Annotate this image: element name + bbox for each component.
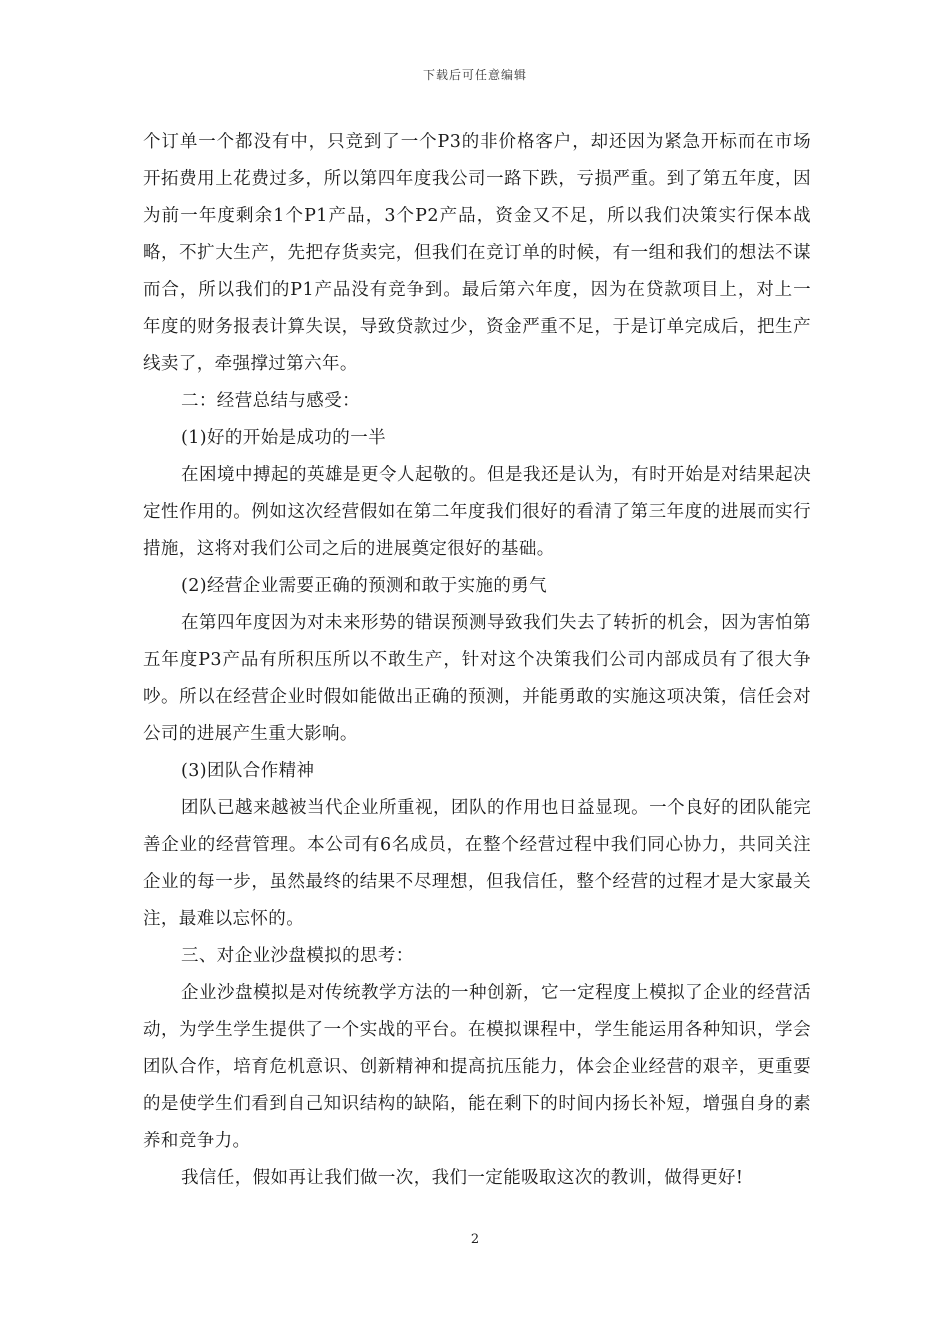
subheading-3: (3)团队合作精神 [181, 761, 315, 781]
section-heading-3: 三、对企业沙盘模拟的思考： [181, 946, 414, 966]
section-heading-2: 二：经营总结与感受： [181, 391, 360, 411]
subheading-1: (1)好的开始是成功的一半 [181, 428, 386, 448]
paragraph: 团队已越来越被当代企业所重视，团队的作用也日益显现。一个良好的团队能完善企业的经营管理。本公司有6名成员，在整个经营过程中我们同心协力，共同关注企业的每一步，虽然最终的结果不尽理想，但我信任，整个经营的过程才是大家最关注，最难以忘怀的。 [143, 798, 811, 929]
paragraph: 在第四年度因为对未来形势的错误预测导致我们失去了转折的机会，因为害怕第五年度P3产品有所积压所以不敢生产，针对这个决策我们公司内部成员有了很大争吵。所以在经营企业时假如能做出正确的预测，并能勇敢的实施这项决策，信任会对公司的进展产生重大影响。 [143, 613, 811, 744]
closing-paragraph: 我信任，假如再让我们做一次，我们一定能吸取这次的教训，做得更好! [181, 1168, 744, 1188]
paragraph: 企业沙盘模拟是对传统教学方法的一种创新，它一定程度上模拟了企业的经营活动，为学生学生提供了一个实战的平台。在模拟课程中，学生能运用各种知识，学会团队合作，培育危机意识、创新精神和提高抗压能力，体会企业经营的艰辛，更重要的是使学生们看到自己知识结构的缺陷，能在剩下的时间内扬长补短，增强自身的素养和竞争力。 [143, 983, 811, 1151]
paragraph-continued: 个订单一个都没有中，只竞到了一个P3的非价格客户，却还因为紧急开标而在市场开拓费用上花费过多，所以第四年度我公司一路下跌，亏损严重。到了第五年度，因为前一年度剩余1个P1产品，3个P2产品，资金又不足，所以我们决策实行保本战略，不扩大生产，先把存货卖完，但我们在竞订单的时候，有一组和我们的想法不谋而合，所以我们的P1产品没有竞争到。最后第六年度，因为在贷款项目上，对上一年度的财务报表计算失误，导致贷款过少，资金严重不足，于是订单完成后，把生产线卖了，牵强撑过第六年。 [143, 132, 811, 374]
page-number: 2 [470, 1232, 480, 1247]
document-body [143, 124, 811, 1197]
paragraph: 在困境中搏起的英雄是更令人起敬的。但是我还是认为，有时开始是对结果起决定性作用的。例如这次经营假如在第二年度我们很好的看清了第三年度的进展而实行措施，这将对我们公司之后的进展奠定很好的基础。 [143, 465, 811, 559]
page-header-note: 下载后可任意编辑 [422, 68, 527, 82]
subheading-2: (2)经营企业需要正确的预测和敢于实施的勇气 [181, 576, 548, 596]
